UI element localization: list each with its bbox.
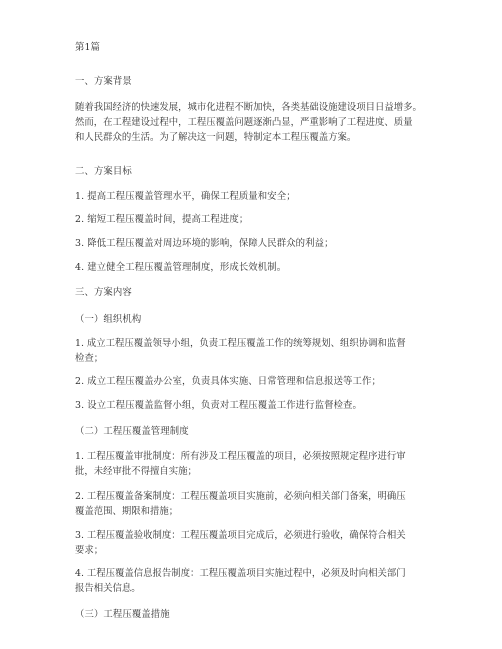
subsection-heading-organization: （一）组织机构: [75, 314, 142, 325]
paragraph-line: 批，未经审批不得擅自实施；: [75, 466, 197, 478]
paragraph-line: 3. 工程压覆盖验收制度：工程压覆盖项目完成后，必须进行验收，确保符合相关: [75, 530, 406, 541]
background-paragraph: [75, 100, 435, 146]
subsection-heading-management: （二）工程压覆盖管理制度: [75, 426, 189, 437]
org-item: [75, 336, 435, 366]
goal-item: 4. 建立健全工程压覆盖管理制度，形成长效机制。: [75, 262, 287, 273]
paragraph-line: 然而，在工程建设过程中，工程压覆盖问题逐渐凸显，严重影响了工程进度、质量: [75, 117, 413, 129]
part-title: 第1篇: [75, 42, 101, 53]
goal-item: 1. 提高工程压覆盖管理水平，确保工程质量和安全；: [75, 191, 296, 202]
paragraph-line: 4. 工程压覆盖信息报告制度：工程压覆盖项目实施过程中，必须及时向相关部门: [75, 568, 406, 579]
section-heading-background: 一、方案背景: [75, 76, 132, 87]
paragraph-line: 覆盖范围、期限和措施；: [75, 506, 179, 518]
paragraph-line: 检查；: [75, 353, 104, 365]
paragraph-line: 1. 工程压覆盖审批制度：所有涉及工程压覆盖的项目，必须按照规定程序进行审: [75, 451, 406, 462]
section-heading-goals: 二、方案目标: [75, 166, 132, 177]
paragraph-line: 报告相关信息。: [75, 583, 141, 595]
paragraph-line: 和人民群众的生活。为了解决这一问题，特制定本工程压覆盖方案。: [75, 132, 357, 144]
goal-item: 3. 降低工程压覆盖对周边环境的影响，保障人民群众的利益；: [75, 238, 334, 249]
mgmt-item: [75, 489, 435, 519]
paragraph-line: 1. 成立工程压覆盖领导小组，负责工程压覆盖工作的统筹规划、组织协调和监督: [75, 338, 406, 349]
paragraph-line: 要求；: [75, 545, 104, 557]
paragraph-line: 2. 工程压覆盖备案制度：工程压覆盖项目实施前，必须向相关部门备案，明确压: [75, 491, 406, 502]
section-heading-content: 三、方案内容: [75, 287, 132, 298]
paragraph-line: 随着我国经济的快速发展，城市化进程不断加快，各类基础设施建设项目日益增多。: [75, 102, 422, 113]
org-item: 3. 设立工程压覆盖监督小组，负责对工程压覆盖工作进行监督检查。: [75, 400, 363, 411]
mgmt-item: [75, 449, 435, 479]
mgmt-item: [75, 528, 435, 558]
org-item: 2. 成立工程压覆盖办公室，负责具体实施、日常管理和信息报送等工作；: [75, 376, 381, 387]
mgmt-item: [75, 566, 435, 596]
goal-item: 2. 缩短工程压覆盖时间，提高工程进度；: [75, 214, 249, 225]
subsection-heading-measures: （三）工程压覆盖措施: [75, 609, 170, 620]
